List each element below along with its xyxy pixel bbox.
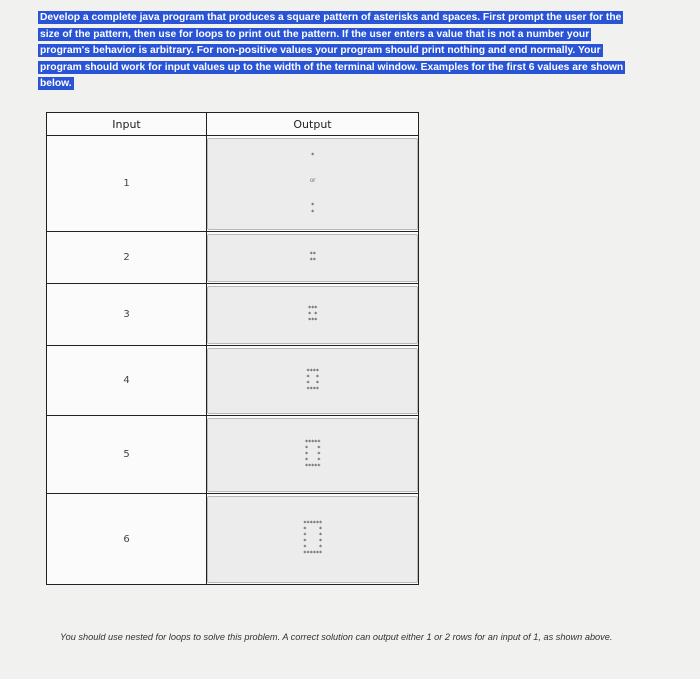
output-cell xyxy=(207,136,419,232)
output-column-header: Output xyxy=(207,113,419,136)
output-pattern: *** * * *** xyxy=(307,304,318,324)
output-box xyxy=(207,286,418,344)
input-value: 5 xyxy=(47,416,207,494)
output-box xyxy=(207,348,418,414)
output-cell xyxy=(207,416,419,494)
examples-table xyxy=(46,112,419,585)
table-row xyxy=(47,346,419,416)
pattern-one-row: * xyxy=(310,151,315,159)
prompt-line: below. xyxy=(40,78,72,89)
output-pattern: ** ** xyxy=(309,250,316,264)
output-pattern: **** * * * * **** xyxy=(306,367,319,393)
problem-statement xyxy=(38,10,666,93)
output-box xyxy=(207,418,418,492)
output-pattern: ****** * * * * * * * * ****** xyxy=(303,520,322,557)
input-value: 6 xyxy=(47,494,207,585)
input-value: 2 xyxy=(47,232,207,284)
output-box xyxy=(207,234,418,282)
output-cell xyxy=(207,346,419,416)
prompt-line: program's behavior is arbitrary. For non-positive values your program should print nothing and end normally. Your xyxy=(40,45,601,56)
table-row xyxy=(47,284,419,346)
output-pattern xyxy=(294,138,331,230)
table-row xyxy=(47,416,419,494)
or-label: or xyxy=(309,176,316,184)
output-box xyxy=(207,496,418,583)
input-value: 3 xyxy=(47,284,207,346)
table-row xyxy=(47,136,419,232)
prompt-line: Develop a complete java program that produces a square pattern of asterisks and spaces. First prompt the user for the xyxy=(40,12,622,23)
input-column-header: Input xyxy=(47,113,207,136)
output-box xyxy=(207,138,418,230)
footer-note: You should use nested for loops to solve this problem. A correct solution can output either 1 or 2 rows for an input of 1, as shown above. xyxy=(60,632,613,642)
output-cell xyxy=(207,232,419,284)
pattern-two-rows: * * xyxy=(310,201,315,216)
input-value: 4 xyxy=(47,346,207,416)
table-row xyxy=(47,494,419,585)
output-cell xyxy=(207,284,419,346)
output-pattern: ***** * * * * * * ***** xyxy=(304,438,321,470)
table-row xyxy=(47,232,419,284)
output-cell xyxy=(207,494,419,585)
input-value: 1 xyxy=(47,136,207,232)
prompt-line: size of the pattern, then use for loops to print out the pattern. If the user enters a value that is not a number your xyxy=(40,28,590,40)
table-header-row xyxy=(47,113,419,136)
prompt-line: program should work for input values up to the width of the terminal window. Examples for the first 6 values are shown xyxy=(40,61,624,73)
